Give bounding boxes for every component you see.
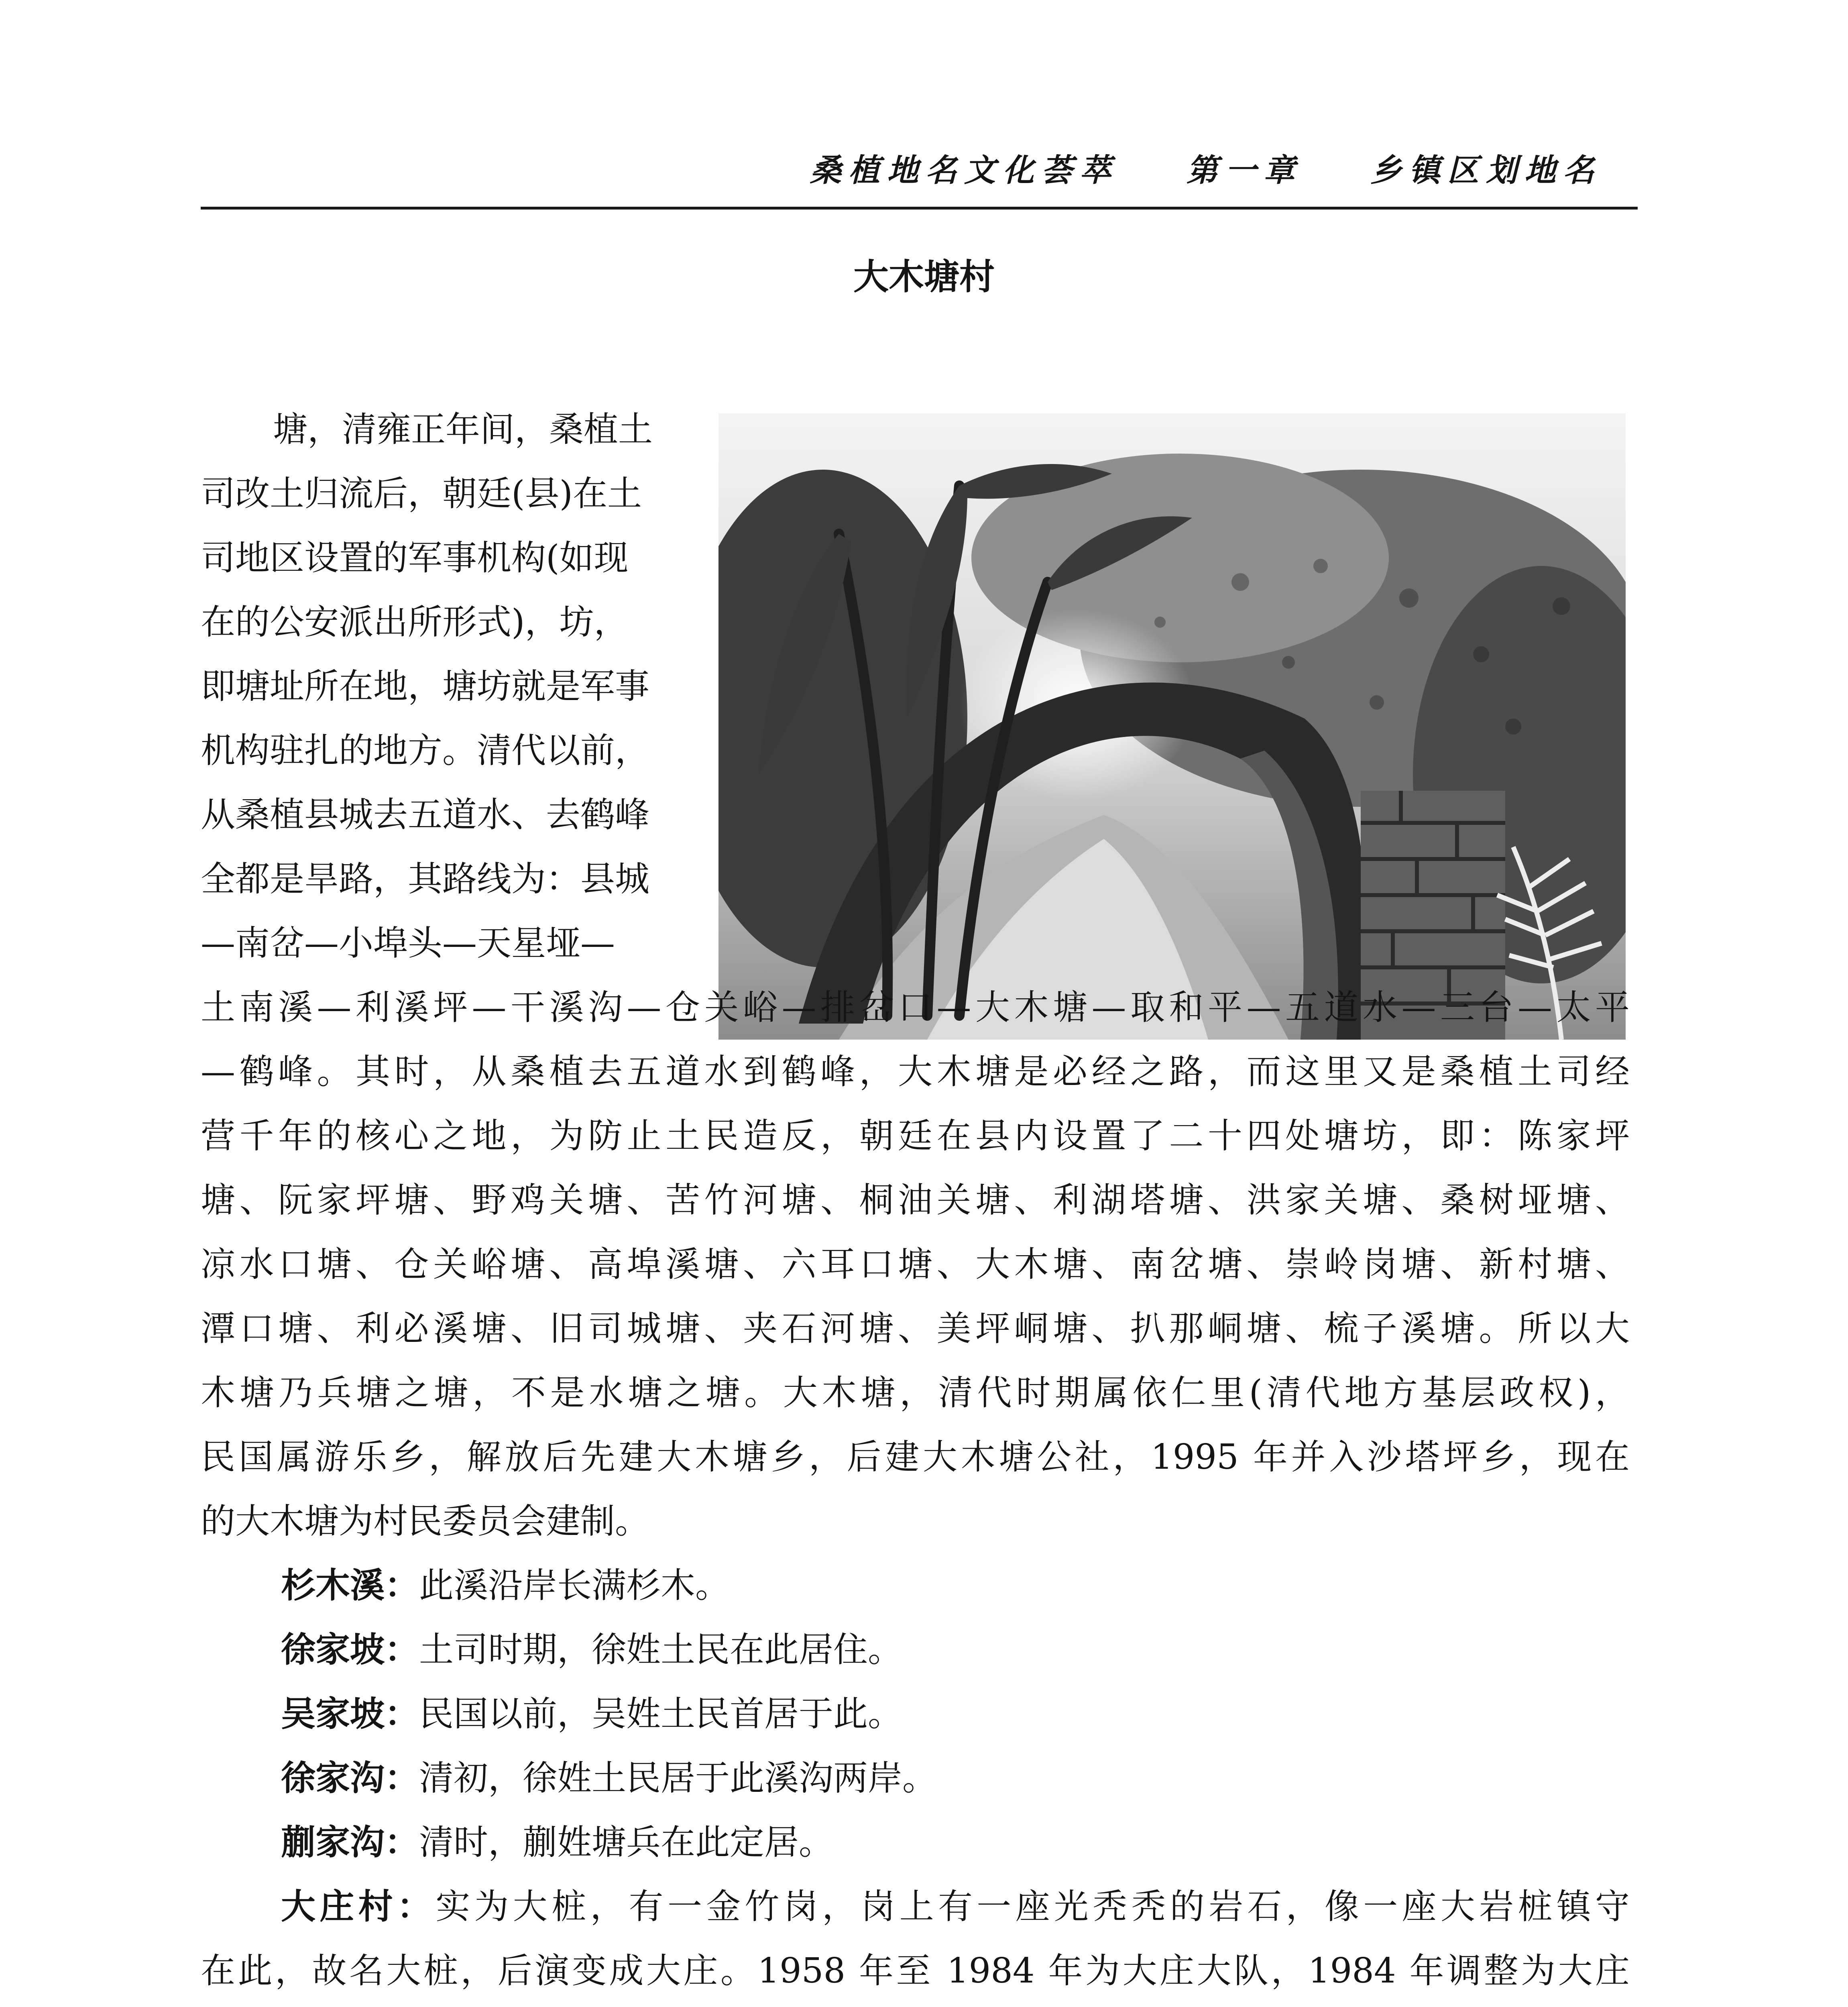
text-line: —鹤峰。其时，从桑植去五道水到鹤峰，大木塘是必经之路，而这里又是桑植土司经 [201, 1052, 1630, 1092]
entry-term: 徐家沟： [281, 1758, 419, 1798]
entry-text: 清初，徐姓土民居于此溪沟两岸。 [419, 1758, 937, 1798]
text-line: 司地区设置的军事机构(如现 [201, 538, 629, 578]
place-entry [281, 1686, 1630, 1742]
place-entry [281, 1622, 1630, 1678]
entry-text: 实为大桩，有一金竹岗，岗上有一座光秃秃的岩石，像一座大岩桩镇守 [436, 1887, 1630, 1927]
place-entry [281, 1814, 1630, 1871]
text-line: 凉水口塘、仓关峪塘、高埠溪塘、六耳口塘、大木塘、南岔塘、崇岭岗塘、新村塘、 [201, 1244, 1630, 1284]
place-entry [281, 1750, 1630, 1806]
text-line: 塘，清雍正年间，桑植土 [273, 409, 653, 450]
header-book-title: 桑植地名文化荟萃 [810, 152, 1118, 189]
text-line: 在此，故名大桩，后演变成大庄。1958 年至 1984 年为大庄大队，1984 年调整为大庄 [201, 1951, 1630, 1991]
running-header [201, 147, 1638, 210]
entry-term: 杉木溪： [281, 1565, 419, 1606]
text-line: 司改土归流后，朝廷(县)在土 [201, 474, 642, 514]
text-line: 的大木塘为村民委员会建制。 [201, 1501, 649, 1541]
text-line: 潭口塘、利必溪塘、旧司城塘、夹石河塘、美坪峒塘、扒那峒塘、梳子溪塘。所以大 [201, 1309, 1630, 1349]
header-chapter: 第一章 [1186, 152, 1302, 189]
text-line: 机构驻扎的地方。清代以前， [201, 731, 649, 771]
entry-text: 土司时期，徐姓土民在此居住。 [419, 1630, 902, 1670]
text-line: 塘、阮家坪塘、野鸡关塘、苦竹河塘、桐油关塘、利湖塔塘、洪家关塘、桑树垭塘、 [201, 1180, 1630, 1220]
text-line: 土南溪—利溪坪—干溪沟—仓关峪—排岔口—大木塘—取和平—五道水—三台—太平 [201, 987, 1630, 1028]
text-line: 即塘址所在地，塘坊就是军事 [201, 666, 649, 706]
text-line: —南岔—小埠头—天星垭— [201, 923, 615, 963]
entry-term: 吴家坡： [281, 1694, 419, 1734]
text-line: 从桑植县城去五道水、去鹤峰 [201, 795, 649, 835]
text-line: 营千年的核心之地，为防止土民造反，朝廷在县内设置了二十四处塘坊，即：陈家坪 [201, 1116, 1630, 1156]
entry-term: 蒯家沟： [281, 1822, 419, 1862]
entry-term: 徐家坡： [281, 1630, 419, 1670]
running-header-text [810, 147, 1602, 195]
entry-text: 民国以前，吴姓土民首居于此。 [419, 1694, 902, 1734]
header-section: 乡镇区划地名 [1370, 152, 1602, 189]
place-entry [281, 1557, 1630, 1614]
text-line: 木塘乃兵塘之塘，不是水塘之塘。大木塘，清代时期属依仁里(清代地方基层政权)， [201, 1373, 1630, 1413]
stone-arch-bridge-photo [718, 413, 1626, 1040]
place-entry-dazhuang [281, 1879, 1630, 1935]
entry-term: 大庄村： [281, 1887, 436, 1927]
stone-arch-bridge-image [718, 413, 1626, 1040]
entry-text: 清时，蒯姓塘兵在此定居。 [419, 1822, 833, 1862]
entry-text: 此溪沿岸长满杉木。 [419, 1565, 730, 1606]
text-line: 民国属游乐乡，解放后先建大木塘乡，后建大木塘公社，1995 年并入沙塔坪乡，现在 [201, 1437, 1630, 1477]
page-title: 大木塘村 [853, 256, 995, 297]
text-line: 在的公安派出所形式)，坊， [201, 602, 629, 642]
text-line: 全都是旱路，其路线为：县城 [201, 859, 649, 899]
